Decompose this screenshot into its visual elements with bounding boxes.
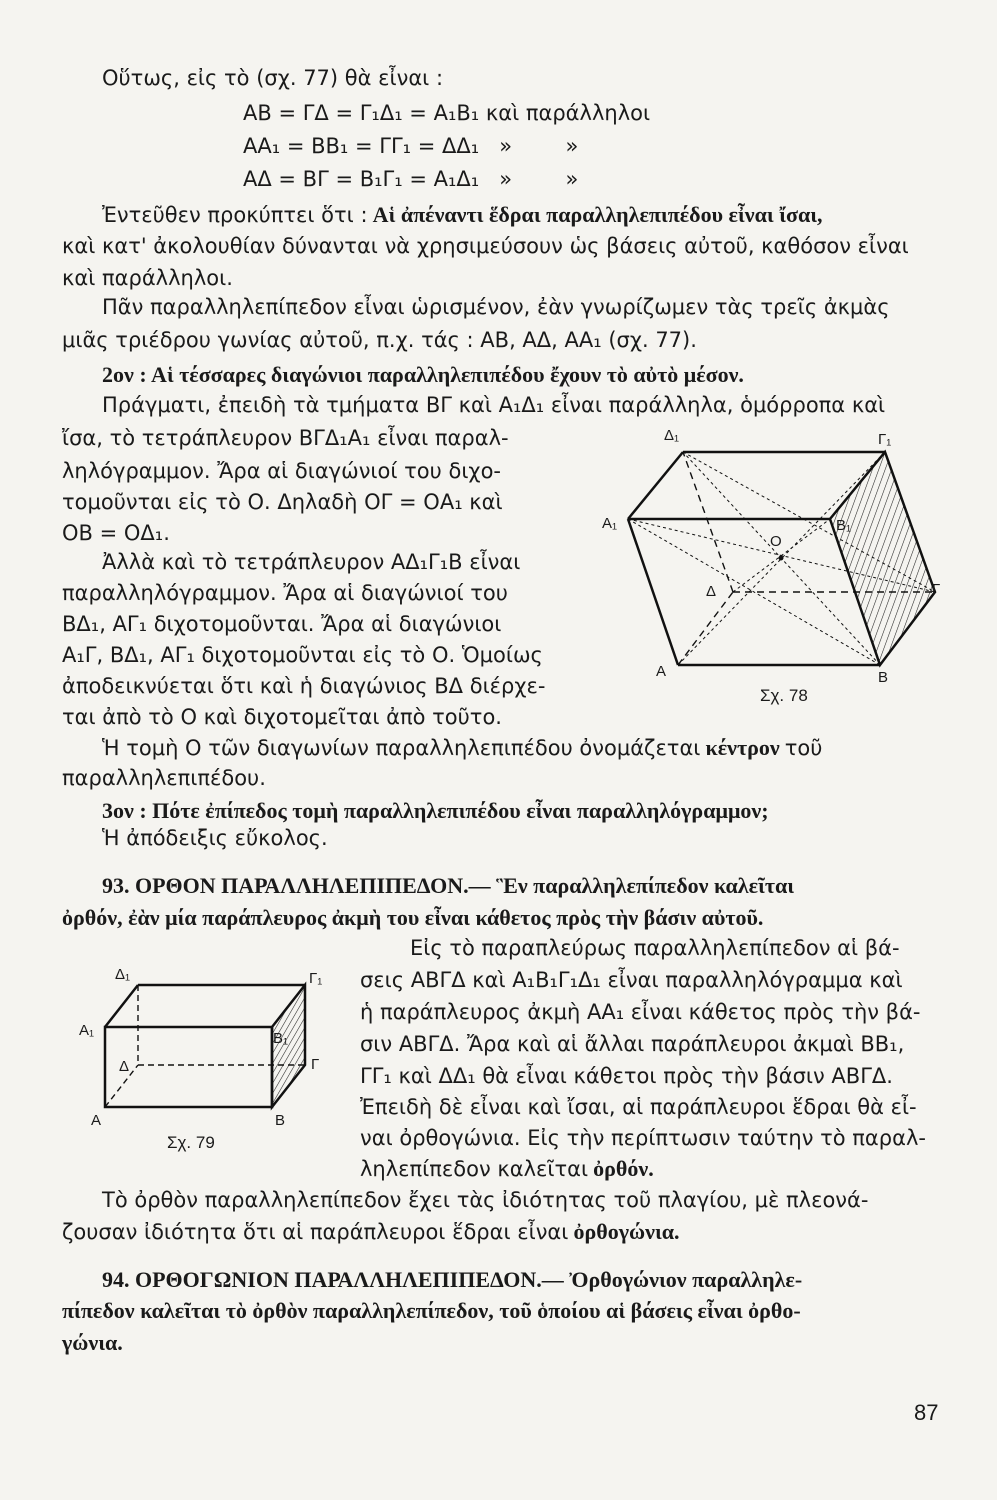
text-line: Οὕτως, εἰς τὸ (σχ. 77) θὰ εἶναι : — [102, 66, 444, 90]
bold-term: ὀρθογώνια. — [573, 1219, 680, 1244]
hatched-face — [830, 452, 935, 665]
theorem-heading: 2ον : Αἱ τέσσαρες διαγώνιοι παραλληλεπιπέδου ἔχουν τὸ αὐτὸ μέσον. — [102, 362, 744, 387]
text-line: Τὸ ὀρθὸν παραλληλεπίπεδον ἔχει τὰς ἰδιότητας τοῦ πλαγίου, μὲ πλεονά- — [102, 1188, 869, 1212]
text-run: ζουσαν ἰδιότητα ὅτι αἱ παράπλευροι ἕδραι εἶναι — [62, 1220, 569, 1244]
vertex-label-A: Α — [656, 663, 667, 680]
text-line: ΓΓ₁ καὶ ΔΔ₁ θὰ εἶναι κάθετοι πρὸς τὴν βάσιν ΑΒΓΔ. — [360, 1064, 893, 1088]
text-line: Πᾶν παραλληλεπίπεδον εἶναι ὡρισμένον, ἐὰν γνωρίζωμεν τὰς τρεῖς ἀκμὰς — [102, 295, 890, 319]
equation-line: ΑΔ = ΒΓ = Β₁Γ₁ = Α₁Δ₁ » » — [243, 167, 579, 191]
vertex-label-G1: Γ₁ — [309, 970, 323, 987]
vertex-label-B: Β — [878, 669, 889, 686]
text-line — [102, 202, 823, 228]
vertex-label-G1: Γ₁ — [878, 431, 892, 448]
vertex-label-O: Ο — [770, 533, 782, 550]
text-line: ληλόγραμμον. Ἄρα αἱ διαγώνιοί του διχο- — [62, 459, 501, 483]
text-run: ληλεπίπεδον καλεῖται — [360, 1157, 589, 1181]
vertex-label-D: Δ — [706, 583, 717, 600]
figure-78 — [590, 420, 950, 720]
text-line: ται ἀπὸ τὸ Ο καὶ διχοτομεῖται ἀπὸ τοῦτο. — [62, 705, 502, 729]
edge — [628, 519, 678, 665]
vertex-label-G: Γ — [311, 1056, 320, 1073]
hidden-edge — [678, 592, 733, 665]
vertex-label-G: Γ — [932, 581, 941, 598]
vertex-label-B: Β — [275, 1112, 286, 1129]
vertex-label-D1: Δ₁ — [664, 427, 680, 444]
text-line — [102, 735, 822, 761]
text-line: παραλληλόγραμμον. Ἄρα αἱ διαγώνιοί του — [62, 581, 508, 605]
equation-line: ΑΒ = ΓΔ = Γ₁Δ₁ = Α₁Β₁ καὶ παράλληλοι — [243, 101, 651, 125]
text-line: καὶ παράλληλοι. — [62, 266, 233, 290]
text-run: Ἐντεῦθεν προκύπτει ὅτι : — [102, 203, 368, 227]
text-line: Α₁Γ, ΒΔ₁, ΑΓ₁ διχοτομοῦνται εἰς τὸ Ο. Ὁμοίως — [62, 643, 543, 667]
section-heading-93: 93. ΟΡΘΟΝ ΠΑΡΑΛΛΗΛΕΠΙΠΕΔΟΝ.— Ἓν παραλληλεπίπεδον καλεῖται — [102, 873, 795, 898]
text-line: καὶ κατ' ἀκολουθίαν δύνανται νὰ χρησιμεύσουν ὡς βάσεις αὐτοῦ, καθόσον εἶναι — [62, 234, 909, 258]
text-line: Πράγματι, ἐπειδὴ τὰ τμήματα ΒΓ καὶ Α₁Δ₁ εἶναι παράλληλα, ὁμόρροπα καὶ — [102, 393, 886, 417]
text-line: ΒΔ₁, ΑΓ₁ διχοτομοῦνται. Ἄρα αἱ διαγώνιοι — [62, 612, 502, 636]
theorem-heading: 3ον : Πότε ἐπίπεδος τομὴ παραλληλεπιπέδου εἶναι παραλληλόγραμμον; — [102, 798, 769, 823]
text-line: ΟΒ = ΟΔ₁. — [62, 521, 170, 545]
page-number: 87 — [914, 1400, 939, 1425]
front-face — [105, 1027, 272, 1107]
text-line: ἴσα, τὸ τετράπλευρον ΒΓΔ₁Α₁ εἶναι παραλ- — [62, 426, 509, 450]
text-line: Ἡ ἀπόδειξις εὔκολος. — [102, 826, 328, 850]
text-line: σιν ΑΒΓΔ. Ἄρα καὶ αἱ ἄλλαι παράπλευροι ἀκμαὶ ΒΒ₁, — [360, 1032, 905, 1056]
center-point — [779, 556, 784, 561]
text-line — [360, 1156, 654, 1182]
edge — [628, 452, 683, 519]
vertex-label-B1: Β₁ — [273, 1030, 289, 1047]
bold-term: ὀρθόν. — [593, 1156, 654, 1181]
text-line: Ἀλλὰ καὶ τὸ τετράπλευρον ΑΔ₁Γ₁Β εἶναι — [102, 550, 521, 574]
bold-statement: Αἱ ἀπέναντι ἕδραι παραλληλεπιπέδου εἶναι ἴσαι, — [372, 202, 823, 227]
text-line — [62, 1219, 680, 1245]
definition-line: γώνια. — [62, 1330, 123, 1355]
text-line: ἀποδεικνύεται ὅτι καὶ ἡ διαγώνιος ΒΔ διέρχε- — [62, 674, 546, 698]
text-line: Ἐπειδὴ δὲ εἶναι καὶ ἴσαι, αἱ παράπλευροι ἕδραι θὰ εἶ- — [360, 1095, 917, 1119]
text-run: τοῦ — [784, 736, 823, 760]
figure-caption: Σχ. 79 — [167, 1133, 215, 1152]
equation-line: ΑΑ₁ = ΒΒ₁ = ΓΓ₁ = ΔΔ₁ » » — [243, 134, 579, 158]
text-line: Εἰς τὸ παραπλεύρως παραλληλεπίπεδον αἱ βά- — [410, 936, 900, 960]
section-heading-94: 94. ΟΡΘΟΓΩΝΙΟΝ ΠΑΡΑΛΛΗΛΕΠΙΠΕΔΟΝ.— Ὀρθογώνιον παραλληλε- — [102, 1267, 803, 1292]
vertex-label-B1: Β₁ — [836, 517, 852, 534]
text-line: μιᾶς τριέδρου γωνίας αὐτοῦ, π.χ. τάς : ΑΒ, ΑΔ, ΑΑ₁ (σχ. 77). — [62, 328, 697, 352]
vertex-label-A1: Α₁ — [602, 515, 618, 532]
vertex-label-D: Δ — [119, 1058, 130, 1075]
edge — [105, 985, 138, 1027]
definition-line: πίπεδον καλεῖται τὸ ὀρθὸν παραλληλεπίπεδον, τοῦ ὁποίου αἱ βάσεις εἶναι ὀρθο- — [62, 1298, 801, 1323]
hidden-edge — [683, 452, 733, 592]
text-line: ἡ παράπλευρος ἀκμὴ ΑΑ₁ εἶναι κάθετος πρὸς τὴν βά- — [360, 1000, 921, 1024]
bold-term: κέντρον — [705, 735, 780, 760]
definition-line: ὀρθόν, ἐὰν μία παράπλευρος ἀκμὴ του εἶναι κάθετος πρὸς τὴν βάσιν αὐτοῦ. — [62, 905, 764, 930]
figure-79 — [75, 965, 350, 1160]
figure-caption: Σχ. 78 — [760, 686, 808, 705]
diagonal — [733, 519, 830, 592]
text-line: παραλληλεπιπέδου. — [62, 766, 266, 790]
vertex-label-A1: Α₁ — [79, 1022, 95, 1039]
text-line: τομοῦνται εἰς τὸ Ο. Δηλαδὴ ΟΓ = ΟΑ₁ καὶ — [62, 490, 503, 514]
text-run: Ἡ τομὴ Ο τῶν διαγωνίων παραλληλεπιπέδου ὀνομάζεται — [102, 736, 701, 760]
text-line: σεις ΑΒΓΔ καὶ Α₁Β₁Γ₁Δ₁ εἶναι παραλληλόγραμμα καὶ — [360, 968, 903, 992]
vertex-label-D1: Δ₁ — [115, 966, 131, 983]
vertex-label-A: Α — [91, 1112, 102, 1129]
text-line: ναι ὀρθογώνια. Εἰς τὴν περίπτωσιν ταύτην τὸ παραλ- — [360, 1126, 926, 1150]
